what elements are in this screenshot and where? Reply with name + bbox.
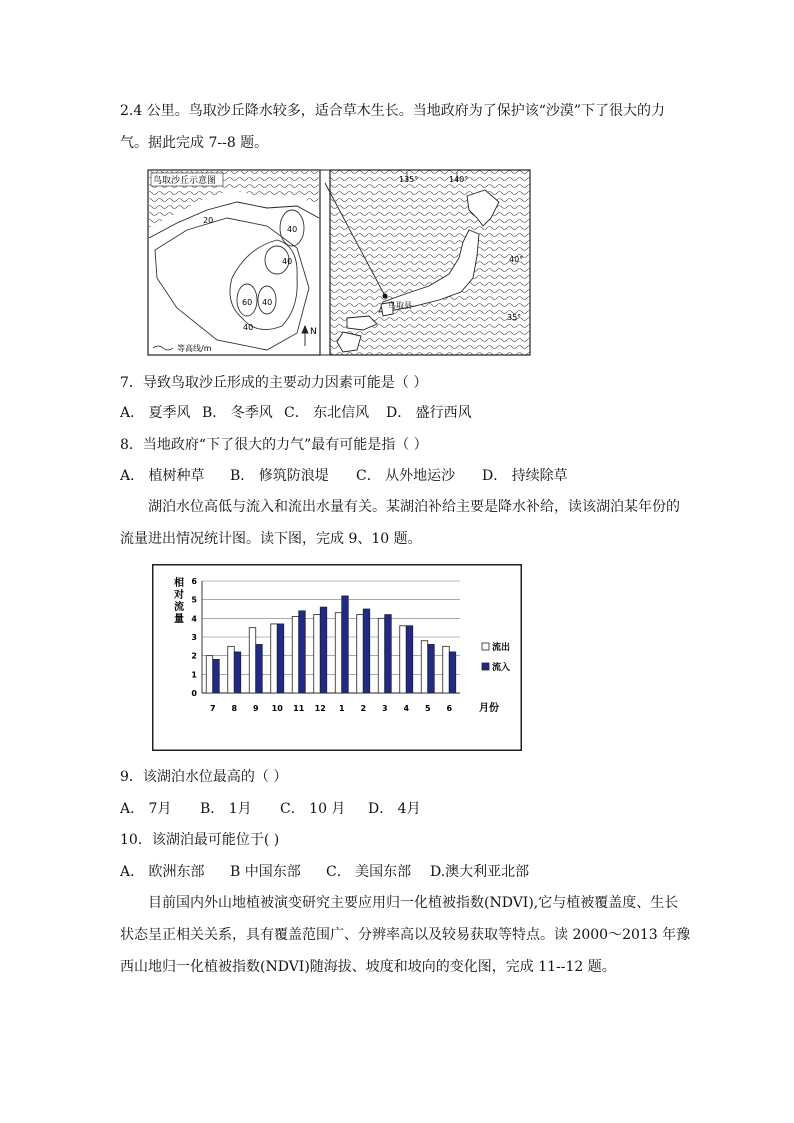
x-tick-label: 11	[293, 704, 305, 713]
para3-line-1: 目前国内外山地植被演变研究主要应用归一化植被指数(NDVI),它与植被覆盖度、生长	[148, 895, 679, 911]
x-tick-label: 6	[446, 704, 453, 713]
para3-line-2: 状态呈正相关关系，具有覆盖范围广、分辨率高以及较易获取等特点。读 2000～2013 年豫	[120, 927, 691, 943]
contour-label: 40	[243, 323, 254, 332]
q10-option-d: D.澳大利亚北部	[430, 864, 530, 880]
bar-outflow	[378, 618, 385, 693]
bar-outflow	[314, 615, 321, 693]
q9-option-c: C． 10 月	[280, 801, 346, 817]
north-label: N	[310, 327, 317, 337]
bar-inflow	[234, 652, 241, 693]
q7-options	[120, 403, 472, 423]
contour-label: 40	[262, 298, 273, 307]
legend-swatch-inflow	[482, 663, 489, 670]
tottori-point-icon	[383, 294, 388, 299]
x-tick-label: 5	[424, 704, 431, 713]
x-tick-label: 4	[403, 704, 410, 713]
x-axis-label: 月份	[479, 703, 499, 714]
bar-outflow	[249, 628, 256, 693]
bar-inflow	[428, 644, 435, 693]
contour-label: 40	[282, 257, 293, 266]
y-tick-label: 2	[191, 651, 197, 661]
q8-option-b: B． 修筑防浪堤	[230, 468, 329, 484]
x-tick-label: 3	[381, 704, 388, 713]
q8-option-a: A． 植树种草	[120, 468, 205, 484]
bar-outflow	[206, 656, 213, 693]
contour-label: 20	[203, 216, 214, 225]
lon-label: 140°	[449, 175, 469, 184]
y-tick-label: 0	[191, 689, 197, 698]
q9-options	[120, 799, 421, 819]
lon-label: 135°	[399, 175, 419, 184]
contour-label: 60	[242, 298, 253, 307]
q8-option-c: C． 从外地运沙	[356, 468, 456, 484]
para2-line-2: 流量进出情况统计图。读下图，完成 9、10 题。	[120, 531, 422, 547]
q9-option-a: A． 7月	[120, 801, 172, 817]
x-tick-label: 8	[231, 704, 238, 713]
bar-outflow	[335, 613, 342, 693]
x-tick-label: 7	[209, 704, 216, 713]
q7-option-d: D． 盛行西风	[386, 405, 472, 421]
place-label: 鸟取县	[388, 301, 412, 310]
x-tick-label: 1	[338, 704, 345, 713]
bar-outflow	[421, 641, 428, 693]
y-tick-label: 5	[191, 595, 197, 605]
left-map-title: 鸟取沙丘示意图	[153, 176, 217, 186]
q10-options	[120, 862, 529, 882]
q10-stem: 10．该湖泊最可能位于( )	[120, 832, 280, 848]
legend-label: 等高线/m	[177, 344, 212, 353]
y-tick-label: 6	[191, 577, 197, 586]
q7-option-b: B． 冬季风	[202, 405, 273, 421]
y-tick-label: 1	[191, 670, 197, 680]
q10-option-a: A． 欧洲东部	[120, 864, 205, 880]
legend-swatch-outflow	[482, 643, 489, 650]
bar-inflow	[277, 624, 284, 693]
bar-inflow	[213, 659, 220, 693]
bar-inflow	[363, 609, 370, 693]
bar-inflow	[342, 596, 349, 693]
contour-label: 40	[287, 225, 298, 234]
tottori-dune-map	[147, 168, 532, 358]
q9-option-b: B． 1月	[200, 801, 252, 817]
q7-stem: 7．导致鸟取沙丘形成的主要动力因素可能是（ ）	[120, 375, 428, 391]
x-tick-label: 9	[252, 704, 259, 713]
q8-options	[120, 466, 568, 486]
x-tick-label: 12	[314, 704, 326, 713]
q9-option-d: D． 4月	[368, 801, 421, 817]
q7-option-a: A． 夏季风	[120, 405, 191, 421]
bar-outflow	[292, 616, 299, 693]
para3-line-3: 西山地归一化植被指数(NDVI)随海拔、坡度和坡向的变化图，完成 11--12 题。	[120, 959, 616, 975]
bar-inflow	[256, 644, 263, 693]
lake-flow-chart	[152, 564, 522, 751]
bar-outflow	[357, 615, 364, 693]
q9-stem: 9．该湖泊水位最高的（ ）	[120, 769, 288, 785]
para2-line-1: 湖泊水位高低与流入和流出水量有关。某湖泊补给主要是降水补给，读该湖泊某年份的	[148, 499, 680, 515]
q10-option-c: C． 美国东部	[326, 864, 412, 880]
q8-option-d: D． 持续除草	[482, 468, 568, 484]
x-tick-label: 10	[271, 704, 283, 713]
bar-inflow	[385, 615, 392, 693]
y-axis-label: 相对流量	[174, 578, 184, 625]
bar-inflow	[299, 611, 306, 693]
y-tick-label: 4	[191, 614, 197, 624]
legend-label-inflow: 流入	[492, 663, 511, 673]
intro-line-2: 气。据此完成 7--8 题。	[120, 135, 269, 151]
bar-inflow	[449, 652, 456, 693]
bar-inflow	[320, 607, 327, 693]
q10-option-b: B 中国东部	[230, 864, 301, 880]
bar-outflow	[400, 626, 407, 693]
lat-label: 40°	[509, 255, 524, 264]
x-tick-label: 2	[360, 704, 367, 713]
q7-option-c: C． 东北信风	[284, 405, 370, 421]
bar-outflow	[271, 624, 278, 693]
legend-label-outflow: 流出	[492, 643, 511, 653]
lat-label: 35°	[507, 313, 522, 322]
bar-outflow	[228, 646, 235, 693]
bar-outflow	[443, 646, 450, 693]
intro-line-1: 2.4 公里。鸟取沙丘降水较多，适合草木生长。当地政府为了保护该“沙漠”下了很大的力	[120, 103, 666, 119]
y-tick-label: 3	[191, 633, 197, 642]
q8-stem: 8．当地政府“下了很大的力气”最有可能是指（ ）	[120, 437, 428, 453]
bar-inflow	[406, 626, 413, 693]
